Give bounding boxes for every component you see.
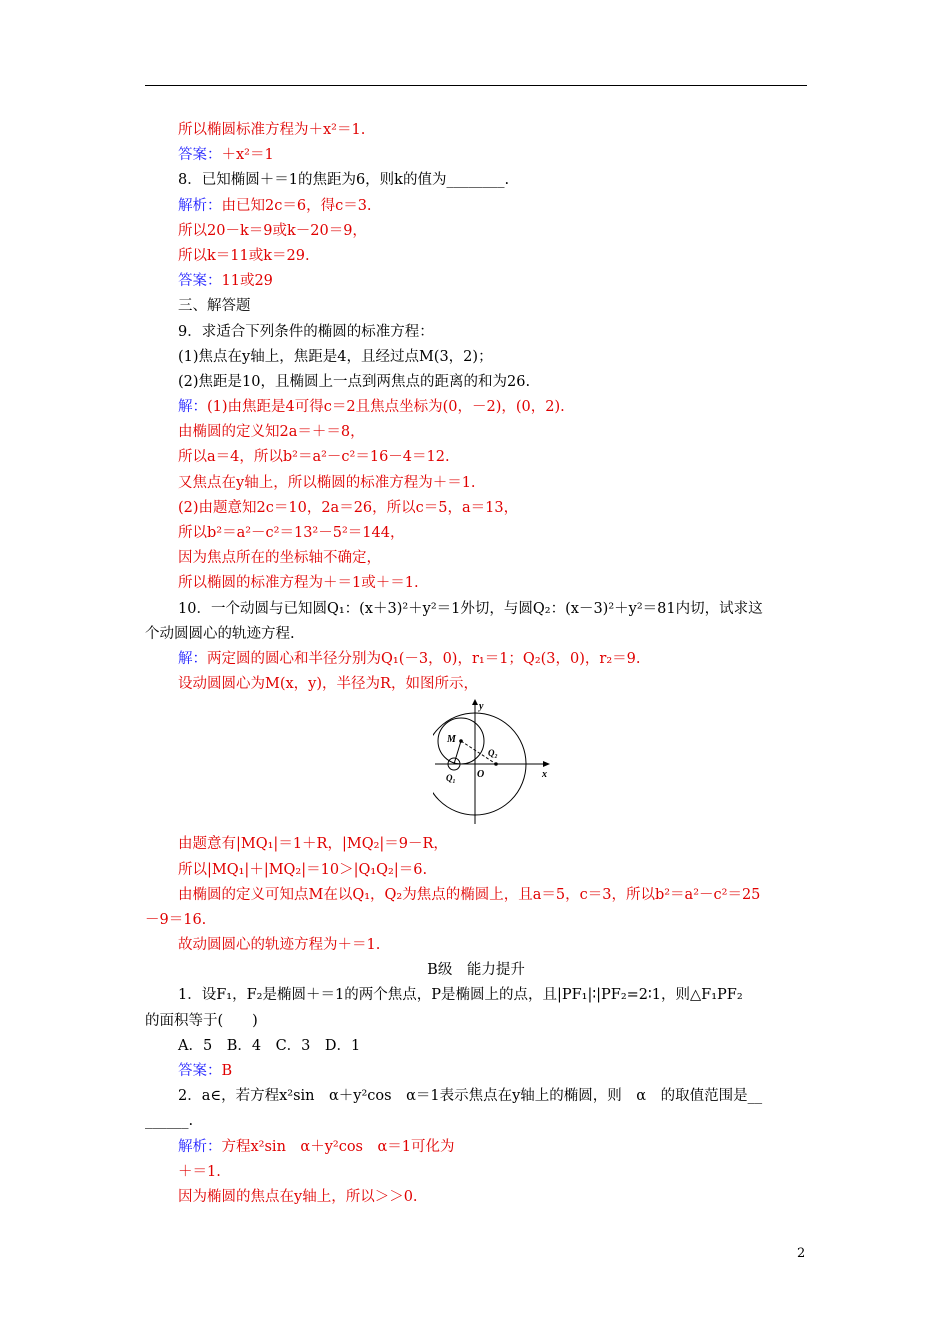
line-text: (1)焦点在y轴上，焦距是4，且经过点M(3，2)； <box>178 348 493 365</box>
label-q1: Q₁ <box>446 773 456 784</box>
text-line <box>145 1084 807 1109</box>
line-text: 方程x²sin α＋y²cos α＝1可化为 <box>221 1138 455 1155</box>
label-q2: Q₂ <box>488 748 498 759</box>
line-text: 又焦点在y轴上，所以椭圆的标准方程为＋＝1. <box>178 474 476 491</box>
line-text: 由椭圆的定义知2a＝＋＝8， <box>178 424 365 441</box>
text-line <box>145 496 807 521</box>
text-line <box>145 622 807 647</box>
text-line <box>145 908 807 933</box>
document-body <box>145 118 807 1210</box>
text-line <box>145 546 807 571</box>
line-text: 所以椭圆标准方程为＋x²＝1. <box>178 122 366 138</box>
line-text: B <box>221 1063 233 1079</box>
line-text: 由椭圆的定义可知点M在以Q₁，Q₂为焦点的椭圆上，且a＝5，c＝3，所以b²＝a²－c²＝25 <box>178 886 761 903</box>
line-text: 的面积等于( ) <box>145 1012 258 1029</box>
answer-label: 答案： <box>178 1063 222 1079</box>
line-text: 11或29 <box>221 273 273 290</box>
text-line <box>145 521 807 546</box>
text-line <box>145 1160 807 1185</box>
line-text: ＋x²＝1 <box>221 147 274 164</box>
text-line <box>145 345 807 370</box>
text-line <box>145 832 807 857</box>
text-line <box>145 445 807 470</box>
answer-label: 解： <box>178 650 207 667</box>
text-line <box>145 219 807 244</box>
line-text: 两定圆的圆心和半径分别为Q₁(－3，0)，r₁＝1；Q₂(3，0)，r₂＝9. <box>207 650 641 667</box>
answer-label: 答案： <box>178 147 222 164</box>
line-text: 所以椭圆的标准方程为＋＝1或＋＝1. <box>178 575 419 592</box>
text-line <box>145 1185 807 1210</box>
text-line <box>145 168 807 193</box>
answer-label: 解： <box>178 399 207 416</box>
text-line <box>145 420 807 445</box>
line-text: 三、解答题 <box>178 298 251 315</box>
line-text: 故动圆圆心的轨迹方程为＋＝1. <box>178 937 381 954</box>
y-axis-label: y <box>479 701 484 713</box>
answer-label: 解析： <box>178 197 222 214</box>
line-text: 所以20－k＝9或k－20＝9， <box>178 222 367 239</box>
text-line <box>145 958 807 983</box>
line-text: 所以a＝4，所以b²＝a²－c²＝16－4＝12. <box>178 449 450 466</box>
text-line <box>145 194 807 219</box>
line-text: 所以k＝11或k＝29. <box>178 247 310 264</box>
text-line <box>145 1109 807 1134</box>
x-axis-label: x <box>542 769 547 781</box>
answer-label: 答案： <box>178 273 222 290</box>
text-line <box>145 933 807 958</box>
text-line <box>145 1059 807 1084</box>
label-m: M <box>447 734 456 746</box>
line-text: －9＝16. <box>145 911 207 928</box>
line-text: (2)焦距是10，且椭圆上一点到两焦点的距离的和为26. <box>178 373 531 390</box>
x-axis-arrow <box>543 761 550 767</box>
line-text: 1．设F₁，F₂是椭圆＋＝1的两个焦点，P是椭圆上的点，且|PF₁|∶|PF₂=2∶1，则△F₁PF₂ <box>178 987 743 1004</box>
page-number: 2 <box>797 1246 806 1261</box>
text-line <box>145 858 807 883</box>
text-line <box>145 143 807 168</box>
line-text: 设动圆圆心为M(x，y)，半径为R，如图所示， <box>178 676 478 693</box>
text-line <box>145 1009 807 1034</box>
line-text: A．5 B．4 C．3 D．1 <box>178 1037 361 1054</box>
text-line <box>145 395 807 420</box>
line-text: 9．求适合下列条件的椭圆的标准方程： <box>178 323 434 340</box>
point-q2 <box>494 763 498 767</box>
line-text: 个动圆圆心的轨迹方程. <box>145 625 295 642</box>
text-line <box>145 647 807 672</box>
line-text: ＋＝1. <box>178 1163 221 1180</box>
text-line <box>145 983 807 1008</box>
line-text: 因为焦点所在的坐标轴不确定， <box>178 550 381 567</box>
y-axis-arrow <box>472 699 478 705</box>
line-text: 所以b²＝a²－c²＝13²－5²＝144， <box>178 525 405 541</box>
text-line <box>145 370 807 395</box>
text-line <box>145 597 807 622</box>
text-line <box>145 1135 807 1160</box>
line-text: 由题意有|MQ₁|＝1＋R，|MQ₂|＝9－R， <box>178 836 448 853</box>
label-o: O <box>477 769 485 781</box>
line-text: 由已知2c＝6，得c＝3. <box>221 197 372 214</box>
text-line <box>145 471 807 496</box>
text-line <box>145 571 807 596</box>
line-text: B级 能力提升 <box>427 962 525 979</box>
text-line <box>145 294 807 319</box>
text-line <box>145 244 807 269</box>
text-line <box>145 118 807 143</box>
text-line <box>145 1034 807 1059</box>
line-text: 所以|MQ₁|＋|MQ₂|＝10＞|Q₁Q₂|＝6. <box>178 861 428 878</box>
line-text: 10．一个动圆与已知圆Q₁：(x＋3)²＋y²＝1外切，与圆Q₂：(x－3)²＋y²＝81内切，试求这 <box>178 600 763 617</box>
line-text: (2)由题意知2c＝10，2a＝26，所以c＝5，a＝13， <box>178 499 519 516</box>
text-line <box>145 269 807 294</box>
text-line <box>145 672 807 697</box>
line-text: 2．a∈，若方程x²sin α＋y²cos α＝1表示焦点在y轴上的椭圆，则 α 的取值范围是__ <box>178 1088 763 1105</box>
line-text: ______. <box>145 1113 194 1130</box>
text-line <box>145 320 807 345</box>
figure <box>145 697 807 832</box>
line-text: (1)由焦距是4可得c＝2且焦点坐标为(0，－2)，(0，2). <box>207 399 565 416</box>
circle-diagram <box>433 699 553 829</box>
point-m <box>459 740 463 744</box>
text-line <box>145 883 807 908</box>
line-text: 8．已知椭圆＋＝1的焦距为6，则k的值为________. <box>178 172 510 189</box>
header-rule <box>145 85 807 86</box>
line-text: 因为椭圆的焦点在y轴上，所以＞＞0. <box>178 1188 418 1205</box>
answer-label: 解析： <box>178 1138 222 1155</box>
